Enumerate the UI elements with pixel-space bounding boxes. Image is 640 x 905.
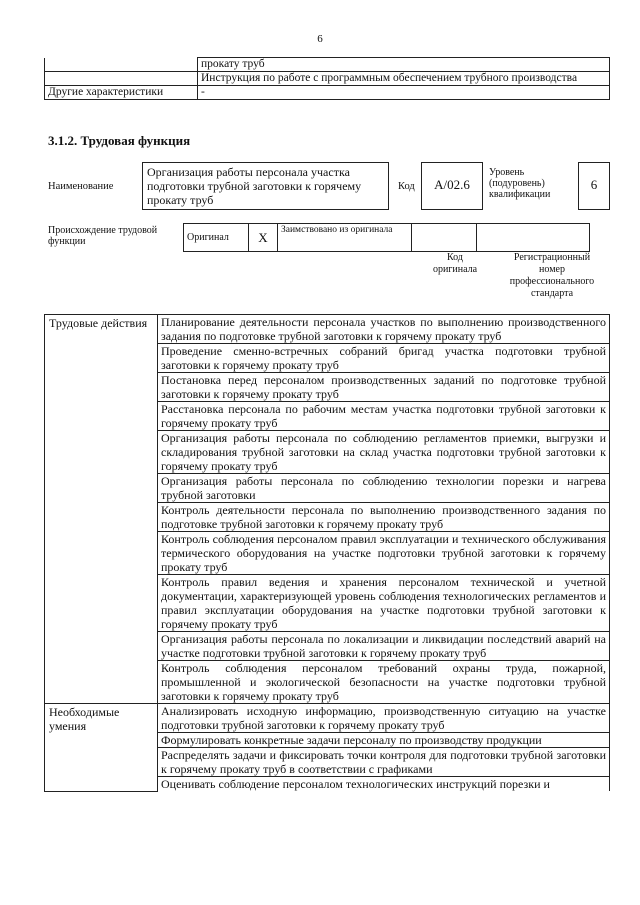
code-label: Код bbox=[398, 181, 415, 192]
table-row bbox=[184, 224, 590, 252]
reg-number-cell bbox=[477, 224, 590, 252]
table-cell: Распределять задачи и фиксировать точки контроля для подготовки трубной заготовки к горячему прокату труб в соответствии с графиками bbox=[158, 748, 610, 777]
qualification-level-box: 6 bbox=[578, 162, 610, 210]
section-title: 3.1.2. Трудовая функция bbox=[48, 133, 191, 148]
table-row bbox=[45, 72, 610, 86]
other-characteristics-value: - bbox=[198, 86, 610, 100]
original-mark: X bbox=[249, 224, 278, 252]
skills-label: Необходимые умения bbox=[45, 704, 158, 792]
table-cell: прокату труб bbox=[198, 58, 610, 72]
table-row bbox=[45, 704, 610, 733]
table-row bbox=[45, 315, 610, 344]
table-row bbox=[45, 86, 610, 100]
top-continuation-table bbox=[44, 57, 610, 100]
empty-cell bbox=[45, 72, 198, 86]
table-cell: Организация работы персонала по соблюдению регламентов приемки, выгрузки и складирования трубной заготовки на склад участка подготовки трубной заготовки к горячему прокату труб bbox=[158, 431, 610, 474]
table-cell: Инструкция по работе с программным обеспечением трубного производства bbox=[198, 72, 610, 86]
reg-number-caption: Регистрационный номер профессионального стандарта bbox=[509, 252, 595, 299]
page-number: 6 bbox=[317, 33, 323, 45]
table-cell: Расстановка персонала по рабочим местам участка подготовки трубной заготовки к горячему прокату труб bbox=[158, 402, 610, 431]
table-cell: Контроль соблюдения персоналом требований охраны труда, пожарной, промышленной и экологической безопасности на участке подготовки трубной заготовки к горячему прокату труб bbox=[158, 661, 610, 704]
table-cell: Контроль соблюдения персоналом правил эксплуатации и технического обслуживания термического оборудования на участке подготовки трубной заготовки к горячему прокату труб bbox=[158, 532, 610, 575]
table-cell: Организация работы персонала по локализации и ликвидации последствий аварий на участке подготовки трубной заготовки к горячему прокату труб bbox=[158, 632, 610, 661]
table-cell: Анализировать исходную информацию, производственную ситуацию на участке подготовки трубной заготовки к горячему прокату труб bbox=[158, 704, 610, 733]
empty-cell bbox=[45, 58, 198, 72]
name-label: Наименование bbox=[48, 181, 114, 192]
table-cell: Постановка перед персоналом производственных заданий по подготовке трубной заготовки к горячему прокату труб bbox=[158, 373, 610, 402]
code-original-caption: Код оригинала bbox=[432, 252, 478, 275]
origin-table bbox=[183, 223, 590, 252]
labor-actions-label: Трудовые действия bbox=[45, 315, 158, 704]
table-cell: Проведение сменно-встречных собраний бригад участка подготовки трубной заготовки к горячему прокату труб bbox=[158, 344, 610, 373]
table-cell: Планирование деятельности персонала участков по выполнению производственного задания по подготовке трубной заготовки к горячему прокату труб bbox=[158, 315, 610, 344]
function-details-table bbox=[44, 314, 610, 792]
code-box: A/02.6 bbox=[421, 162, 483, 210]
other-characteristics-label: Другие характеристики bbox=[45, 86, 198, 100]
qualification-level-label: Уровень (подуровень) квалификации bbox=[489, 167, 551, 200]
code-original-cell bbox=[412, 224, 477, 252]
table-cell: Формулировать конкретные задачи персоналу по производству продукции bbox=[158, 733, 610, 748]
table-cell: Организация работы персонала по соблюдению технологии порезки и нагрева трубной заготовки bbox=[158, 474, 610, 503]
table-cell: Оценивать соблюдение персоналом технологических инструкций порезки и bbox=[158, 777, 610, 792]
table-row bbox=[45, 58, 610, 72]
origin-label: Происхождение трудовой функции bbox=[48, 225, 158, 247]
function-name-box: Организация работы персонала участка подготовки трубной заготовки к горячему прокату труб bbox=[142, 162, 389, 210]
table-cell: Контроль правил ведения и хранения персоналом технической и учетной документации, характеризующей уровень соблюдения технологических регламентов и правил эксплуатации оборудования на участке подготовки трубной заготовки к горячему прокату труб bbox=[158, 575, 610, 632]
original-label: Оригинал bbox=[184, 224, 249, 252]
borrowed-label: Заимствовано из оригинала bbox=[278, 224, 412, 252]
table-cell: Контроль деятельности персонала по выполнению производственного задания по подготовке трубной заготовки к горячему прокату труб bbox=[158, 503, 610, 532]
